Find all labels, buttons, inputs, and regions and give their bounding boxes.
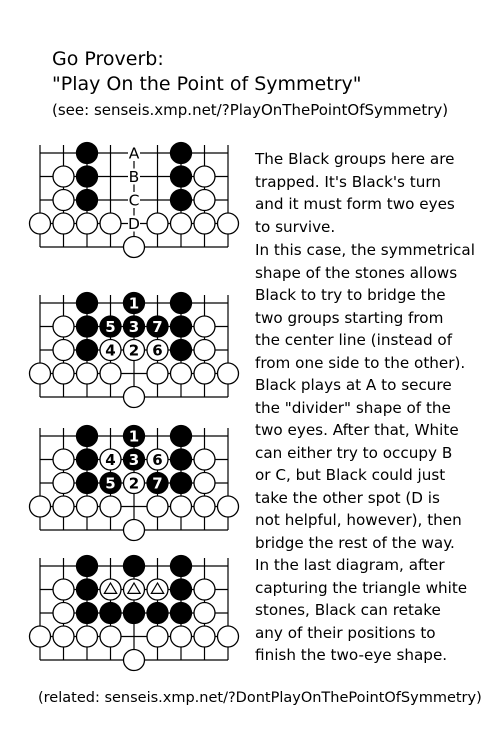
white-stone — [147, 363, 168, 384]
white-stone — [100, 626, 121, 647]
black-stone — [100, 603, 121, 624]
paragraph-line: or C, but Black could just — [255, 466, 446, 484]
white-stone — [194, 626, 215, 647]
white-stone — [124, 473, 145, 494]
paragraph-line: In the last diagram, after — [255, 556, 445, 574]
white-stone — [147, 496, 168, 517]
white-stone — [194, 449, 215, 470]
white-stone — [194, 316, 215, 337]
black-stone — [77, 449, 98, 470]
paragraph-line: The Black groups here are — [255, 150, 455, 168]
black-stone — [77, 579, 98, 600]
white-stone — [53, 496, 74, 517]
white-stone — [53, 213, 74, 234]
white-stone — [53, 340, 74, 361]
white-stone — [30, 626, 51, 647]
paragraph-line: not helpful, however), then — [255, 511, 462, 529]
move-number-label: 3 — [128, 450, 140, 469]
move-number-label: 6 — [152, 341, 163, 360]
go-diagram-capture-triangles — [0, 548, 240, 678]
white-stone — [194, 190, 215, 211]
white-stone — [218, 626, 239, 647]
white-stone — [124, 387, 145, 408]
black-stone — [124, 603, 145, 624]
white-stone — [53, 316, 74, 337]
move-number-label: 2 — [128, 341, 140, 360]
white-stone — [124, 520, 145, 541]
explanation-paragraph-1 — [255, 148, 495, 238]
white-stone — [100, 363, 121, 384]
paragraph-line: Black to try to bridge the — [255, 286, 446, 304]
black-stone — [77, 316, 98, 337]
see-reference-link: (see: senseis.xmp.net/?PlayOnThePointOfSymmetry) — [52, 101, 449, 119]
black-stone — [77, 190, 98, 211]
point-letter-label: A — [128, 144, 140, 163]
paragraph-line: two groups starting from — [255, 308, 444, 327]
paragraph-line: bridge the rest of the way. — [255, 533, 455, 552]
white-stone — [53, 449, 74, 470]
white-stone — [147, 626, 168, 647]
black-stone — [77, 143, 98, 164]
go-diagram-bridge-alternate — [0, 418, 240, 548]
point-letter-label: B — [128, 168, 140, 186]
white-stone — [77, 626, 98, 647]
white-stone — [194, 363, 215, 384]
white-stone — [53, 473, 74, 494]
black-stone — [171, 449, 192, 470]
white-stone — [124, 340, 145, 361]
paragraph-line: take the other spot (D is — [255, 488, 440, 507]
white-stone — [53, 190, 74, 211]
white-stone — [194, 473, 215, 494]
paragraph-line: can either try to occupy B — [255, 443, 453, 462]
black-stone — [77, 603, 98, 624]
move-number-label: 6 — [152, 450, 163, 469]
move-number-label: 5 — [105, 317, 116, 336]
move-number-label: 7 — [152, 474, 163, 493]
paragraph-line: any of their positions to — [255, 623, 436, 642]
point-letter-label: D — [128, 215, 140, 233]
go-diagram-initial-position — [0, 135, 240, 265]
move-number-label: 2 — [128, 474, 140, 493]
move-number-label: 5 — [105, 474, 116, 493]
title-line-1: Go Proverb: — [52, 48, 164, 70]
white-stone — [171, 213, 192, 234]
paragraph-line: to survive. — [255, 217, 336, 236]
black-stone — [171, 166, 192, 187]
move-number-label: 1 — [128, 427, 140, 446]
paragraph-line: In this case, the symmetrical — [255, 241, 475, 259]
black-stone — [124, 449, 145, 470]
black-stone — [124, 426, 145, 447]
paragraph-line: the center line (instead of — [255, 331, 453, 349]
white-stone — [124, 579, 145, 600]
paragraph-line: finish the two-eye shape. — [255, 646, 448, 664]
explanation-paragraph-2 — [255, 239, 495, 374]
black-stone — [171, 473, 192, 494]
black-stone — [147, 316, 168, 337]
white-stone — [218, 496, 239, 517]
white-stone — [171, 626, 192, 647]
white-stone — [171, 363, 192, 384]
white-stone — [124, 650, 145, 671]
paragraph-line: and it must form two eyes — [255, 195, 455, 213]
black-stone — [77, 293, 98, 314]
black-stone — [171, 603, 192, 624]
paragraph-line: from one side to the other). — [255, 353, 466, 372]
paragraph-line: Black plays at A to secure — [255, 376, 452, 394]
white-stone — [77, 213, 98, 234]
black-stone — [171, 340, 192, 361]
white-stone — [53, 626, 74, 647]
related-reference-link: (related: senseis.xmp.net/?DontPlayOnThePointOfSymmetry) — [38, 690, 482, 706]
white-stone — [100, 449, 121, 470]
white-stone — [30, 213, 51, 234]
black-stone — [147, 603, 168, 624]
paragraph-line: two eyes. After that, White — [255, 421, 459, 439]
black-stone — [124, 556, 145, 577]
move-number-label: 3 — [128, 317, 140, 336]
go-diagram-bridge-center — [0, 285, 240, 415]
move-number-label: 7 — [152, 317, 163, 336]
white-stone — [194, 166, 215, 187]
white-stone — [194, 579, 215, 600]
black-stone — [124, 293, 145, 314]
white-stone — [194, 340, 215, 361]
black-stone — [171, 556, 192, 577]
white-stone — [30, 363, 51, 384]
white-stone — [218, 363, 239, 384]
white-stone — [171, 496, 192, 517]
white-stone — [53, 579, 74, 600]
white-stone — [100, 340, 121, 361]
black-stone — [171, 190, 192, 211]
black-stone — [77, 166, 98, 187]
white-stone — [77, 363, 98, 384]
black-stone — [147, 473, 168, 494]
paragraph-line: trapped. It's Black's turn — [255, 172, 441, 191]
black-stone — [171, 316, 192, 337]
white-stone — [194, 496, 215, 517]
white-stone — [218, 213, 239, 234]
white-stone — [100, 496, 121, 517]
white-stone — [147, 449, 168, 470]
move-number-label: 4 — [105, 341, 116, 360]
white-stone — [147, 579, 168, 600]
black-stone — [124, 316, 145, 337]
black-stone — [171, 293, 192, 314]
black-stone — [77, 426, 98, 447]
title-line-2: "Play On the Point of Symmetry" — [52, 73, 362, 95]
black-stone — [171, 426, 192, 447]
white-stone — [53, 166, 74, 187]
black-stone — [77, 340, 98, 361]
paragraph-line: stones, Black can retake — [255, 601, 441, 619]
black-stone — [100, 316, 121, 337]
white-stone — [77, 496, 98, 517]
white-stone — [53, 363, 74, 384]
page-title — [52, 47, 361, 97]
paragraph-line: capturing the triangle white — [255, 578, 468, 597]
black-stone — [171, 579, 192, 600]
black-stone — [100, 473, 121, 494]
white-stone — [30, 496, 51, 517]
white-stone — [194, 603, 215, 624]
white-stone — [147, 340, 168, 361]
white-stone — [124, 237, 145, 258]
white-stone — [53, 603, 74, 624]
black-stone — [77, 473, 98, 494]
point-letter-label: C — [128, 191, 140, 210]
move-number-label: 1 — [128, 294, 140, 313]
white-stone — [147, 213, 168, 234]
black-stone — [77, 556, 98, 577]
explanation-paragraph-3 — [255, 374, 495, 667]
paragraph-line: shape of the stones allows — [255, 263, 458, 282]
move-number-label: 4 — [105, 450, 116, 469]
white-stone — [194, 213, 215, 234]
black-stone — [171, 143, 192, 164]
white-stone — [100, 213, 121, 234]
white-stone — [100, 579, 121, 600]
paragraph-line: the "divider" shape of the — [255, 398, 451, 417]
